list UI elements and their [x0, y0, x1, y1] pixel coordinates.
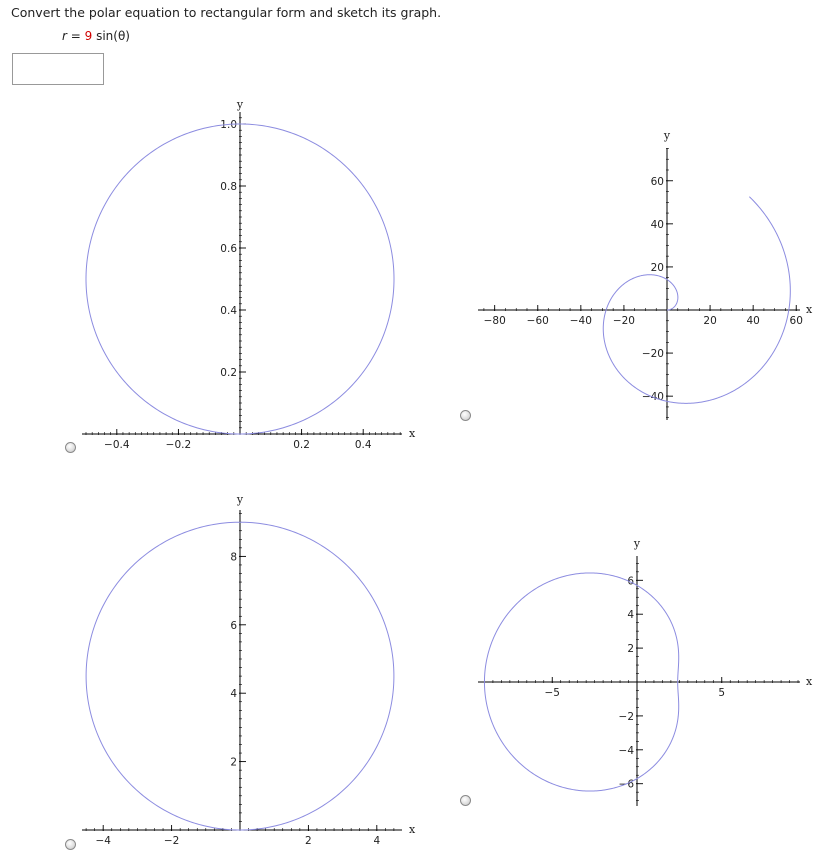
- x-tick-label: −4: [95, 835, 111, 847]
- x-tick-label: −2: [163, 835, 180, 847]
- y-tick-label: 4: [230, 688, 237, 701]
- y-tick-label: 4: [627, 609, 634, 622]
- question-prompt: Convert the polar equation to rectangular form and sketch its graph.: [11, 5, 442, 20]
- y-tick-label: −2: [618, 710, 634, 723]
- y-tick-label: −40: [641, 391, 664, 404]
- y-tick-label: 2: [230, 756, 237, 769]
- y-tick-label: 0.6: [220, 243, 237, 255]
- y-tick-label: 8: [230, 551, 237, 564]
- y-tick-label: 60: [650, 175, 664, 188]
- y-axis-label: y: [236, 98, 244, 111]
- equation-function: sin(θ): [92, 29, 130, 43]
- x-axis-label: x: [409, 427, 416, 440]
- equation-equals: =: [66, 29, 85, 43]
- graph-option-a: [82, 98, 416, 451]
- x-tick-label: 40: [746, 315, 760, 327]
- x-axis-label: x: [409, 823, 416, 836]
- y-axis-label: y: [633, 537, 641, 550]
- x-tick-label: −80: [483, 315, 506, 327]
- equation-variable: r: [62, 29, 67, 43]
- y-tick-label: 0.2: [220, 367, 237, 379]
- y-tick-label: 2: [627, 643, 634, 656]
- graph-option-d: [478, 537, 813, 806]
- x-tick-label: 20: [703, 315, 717, 327]
- x-tick-label: −60: [526, 315, 549, 327]
- y-tick-label: 40: [650, 218, 664, 231]
- y-tick-label: 1.0: [220, 119, 237, 131]
- x-tick-label: 4: [373, 835, 381, 847]
- y-tick-label: 0.4: [220, 305, 237, 317]
- x-tick-label: −0.2: [165, 439, 192, 451]
- y-tick-label: −4: [618, 744, 634, 757]
- y-tick-label: −6: [618, 778, 634, 791]
- x-tick-label: 2: [305, 835, 312, 847]
- y-tick-label: 20: [650, 261, 664, 274]
- tick-marks: [86, 118, 400, 435]
- graph-option-b: [478, 129, 813, 420]
- equation-coefficient: 9: [84, 29, 93, 43]
- y-tick-label: 0.8: [220, 181, 237, 193]
- x-axis-label: x: [806, 303, 813, 316]
- x-tick-label: −40: [569, 315, 592, 327]
- y-axis-label: y: [236, 493, 244, 506]
- y-tick-label: 6: [230, 619, 237, 632]
- x-tick-label: 5: [718, 687, 726, 699]
- y-tick-label: 6: [627, 575, 634, 588]
- x-axis-label: x: [806, 675, 813, 688]
- y-tick-label: −20: [641, 348, 664, 361]
- y-axis-label: y: [663, 129, 671, 142]
- x-tick-label: 60: [789, 315, 803, 327]
- tick-marks: [484, 148, 796, 417]
- x-tick-label: −20: [612, 315, 636, 327]
- x-tick-label: 0.4: [354, 439, 372, 451]
- graph-option-c: [82, 493, 416, 847]
- x-tick-label: −0.4: [104, 439, 130, 451]
- polar-curve: [603, 197, 790, 404]
- x-tick-label: 0.2: [293, 439, 310, 451]
- x-tick-label: −5: [544, 687, 560, 699]
